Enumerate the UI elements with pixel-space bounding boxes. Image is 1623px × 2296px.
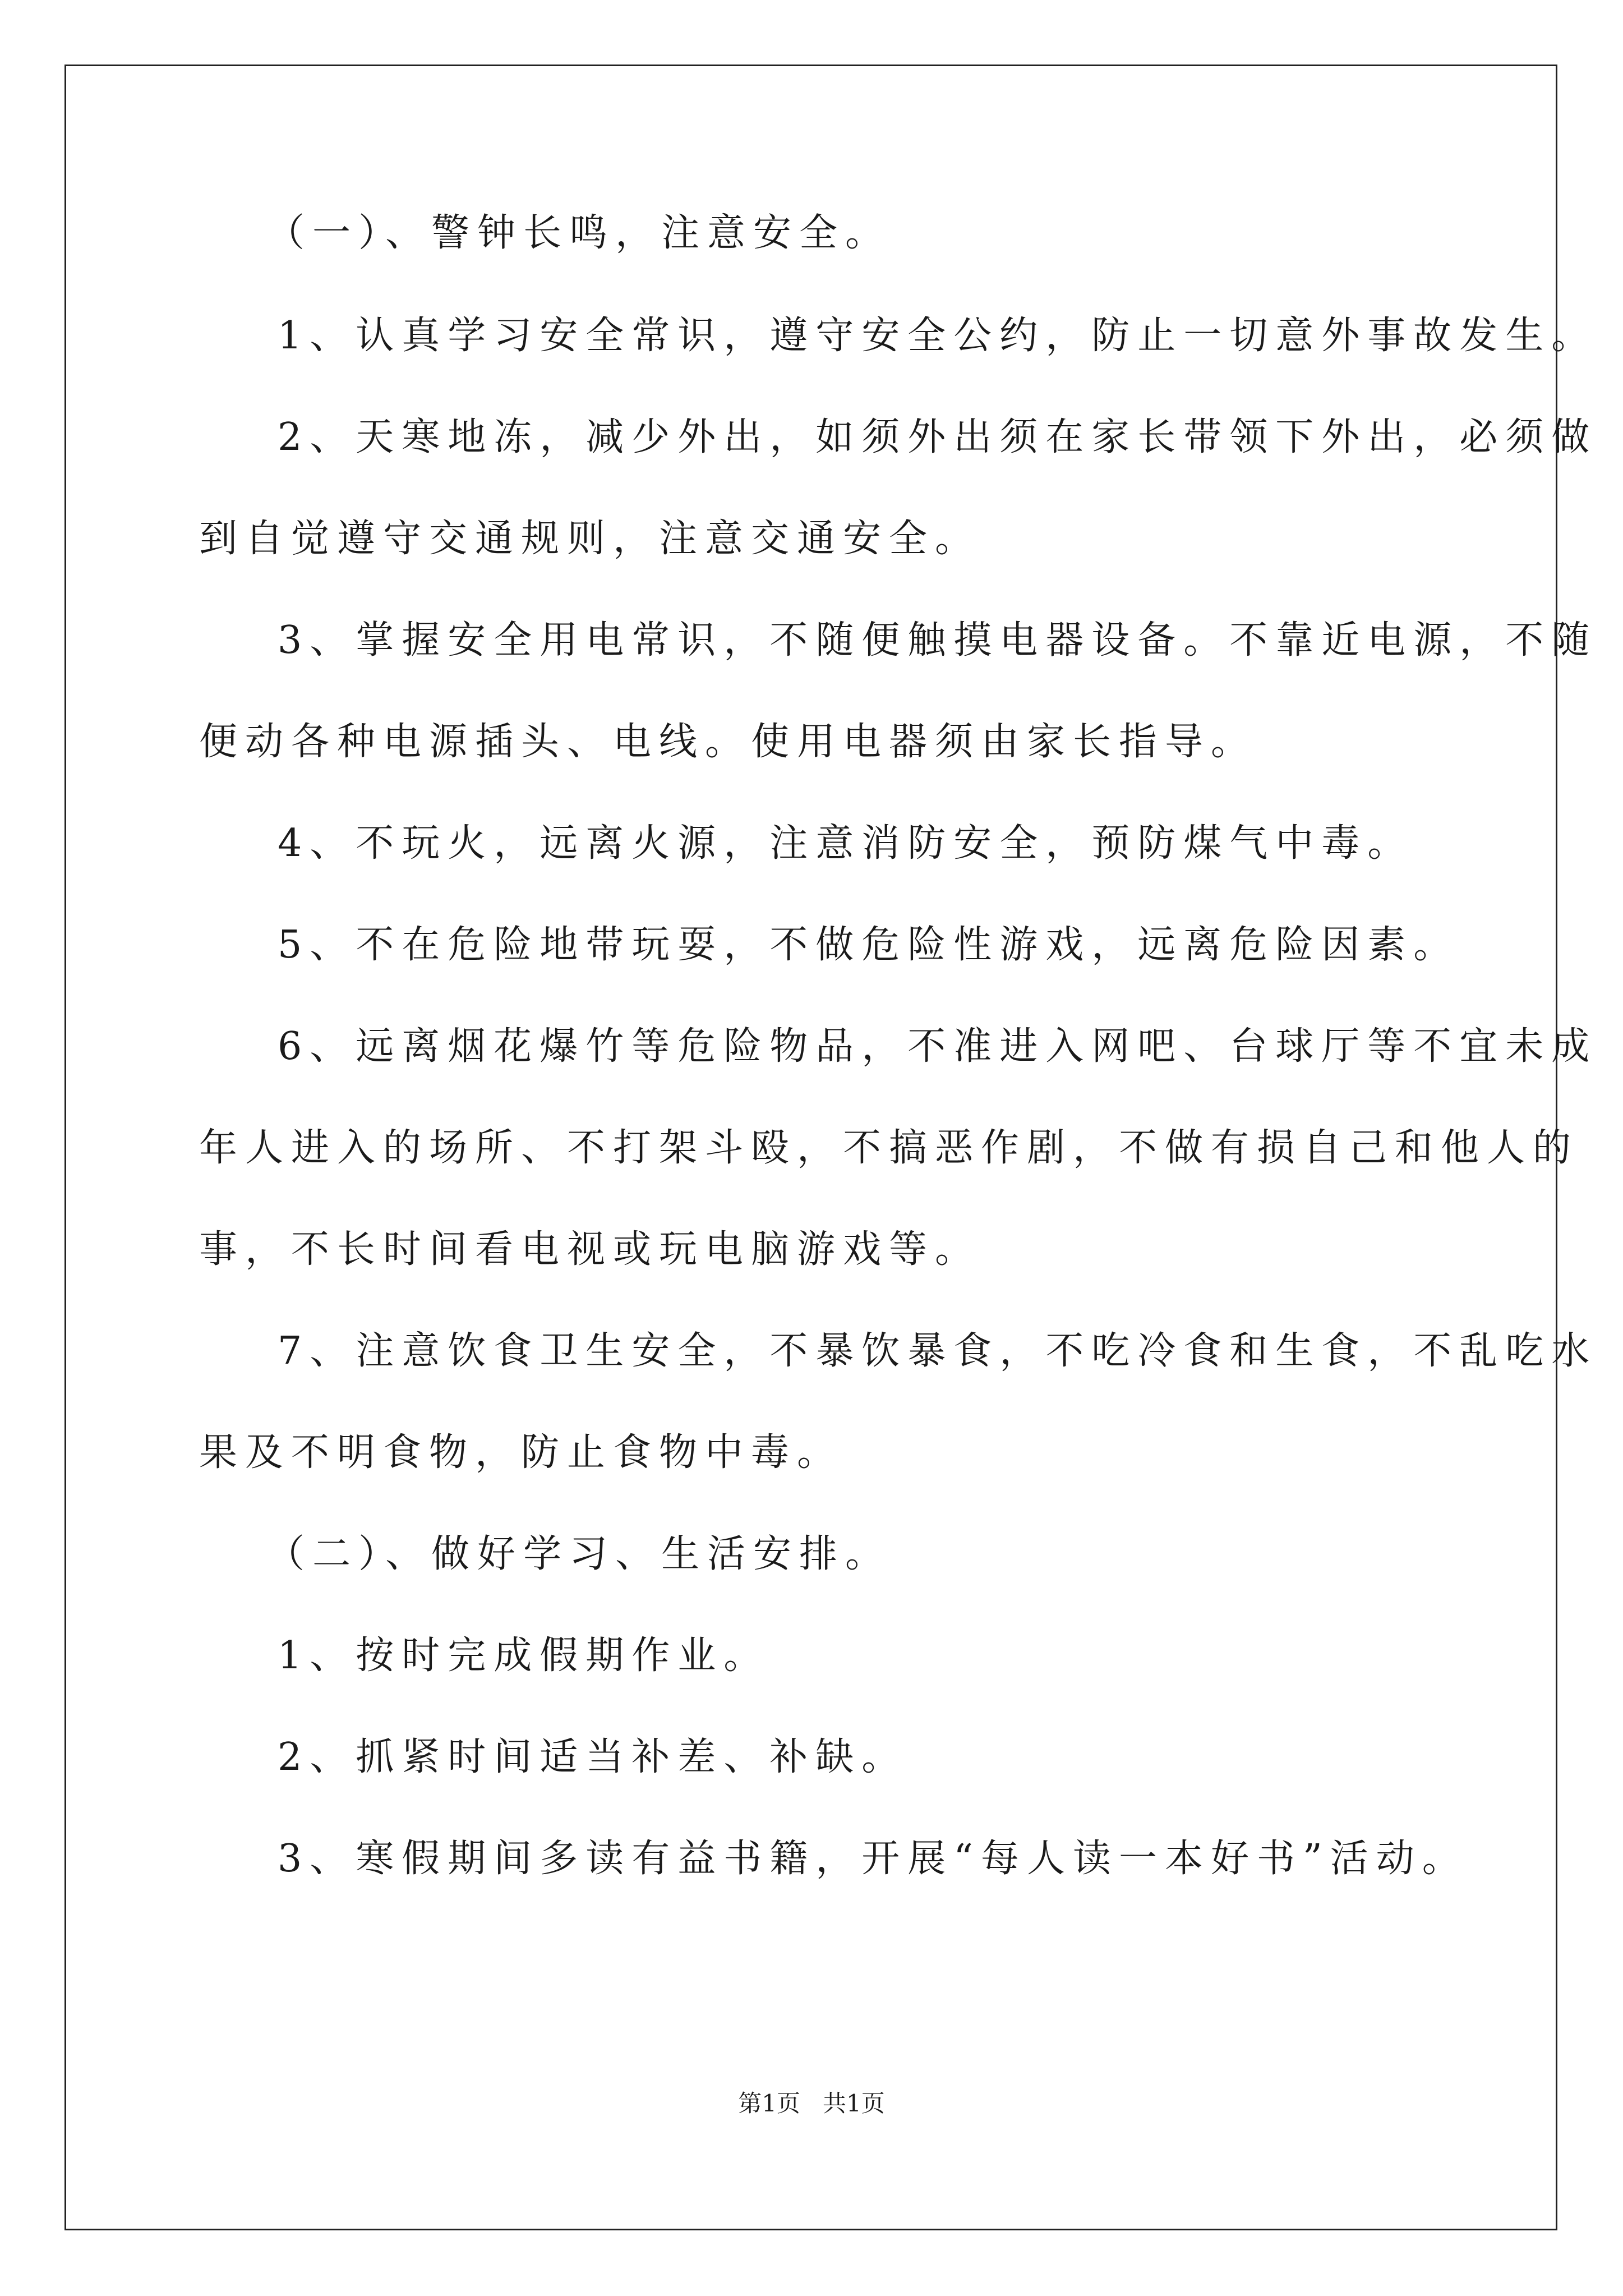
paragraph-line: 事，不长时间看电视或玩电脑游戏等。 xyxy=(199,1227,981,1272)
section-heading-2: （二）、做好学习、生活安排。 xyxy=(266,1532,892,1576)
paragraph-line: 到自觉遵守交通规则，注意交通安全。 xyxy=(199,517,981,561)
paragraph-line: 便动各种电源插头、电线。使用电器须由家长指导。 xyxy=(199,720,1257,764)
paragraph-line: 2、抓紧时间适当补差、补缺。 xyxy=(278,1735,908,1779)
page-number: 第1页 共1页 xyxy=(738,2090,885,2117)
paragraph-line: 1、认真学习安全常识，遵守安全公约，防止一切意外事故发生。 xyxy=(278,314,1598,358)
section-heading-1: （一）、警钟长鸣，注意安全。 xyxy=(266,211,892,255)
paragraph-line: 7、注意饮食卫生安全，不暴饮暴食，不吃冷食和生食，不乱吃水 xyxy=(278,1329,1598,1373)
paragraph-line: 果及不明食物，防止食物中毒。 xyxy=(199,1430,843,1475)
paragraph-line: 2、天寒地冻，减少外出，如须外出须在家长带领下外出，必须做 xyxy=(278,415,1598,459)
paragraph-line: 3、掌握安全用电常识，不随便触摸电器设备。不靠近电源，不随 xyxy=(278,618,1598,662)
paragraph-line: 6、远离烟花爆竹等危险物品，不准进入网吧、台球厅等不宜未成 xyxy=(278,1024,1598,1069)
paragraph-line: 5、不在危险地带玩耍，不做危险性游戏，远离危险因素。 xyxy=(278,923,1460,967)
paragraph-line: 年人进入的场所、不打架斗殴，不搞恶作剧，不做有损自己和他人的 xyxy=(199,1126,1579,1170)
paragraph-line: 4、不玩火，远离火源，注意消防安全，预防煤气中毒。 xyxy=(278,821,1414,866)
paragraph-line: 1、按时完成假期作业。 xyxy=(278,1634,770,1678)
paragraph-line: 3、寒假期间多读有益书籍，开展“每人读一本好书”活动。 xyxy=(278,1837,1468,1881)
page-footer xyxy=(0,2088,1623,2119)
